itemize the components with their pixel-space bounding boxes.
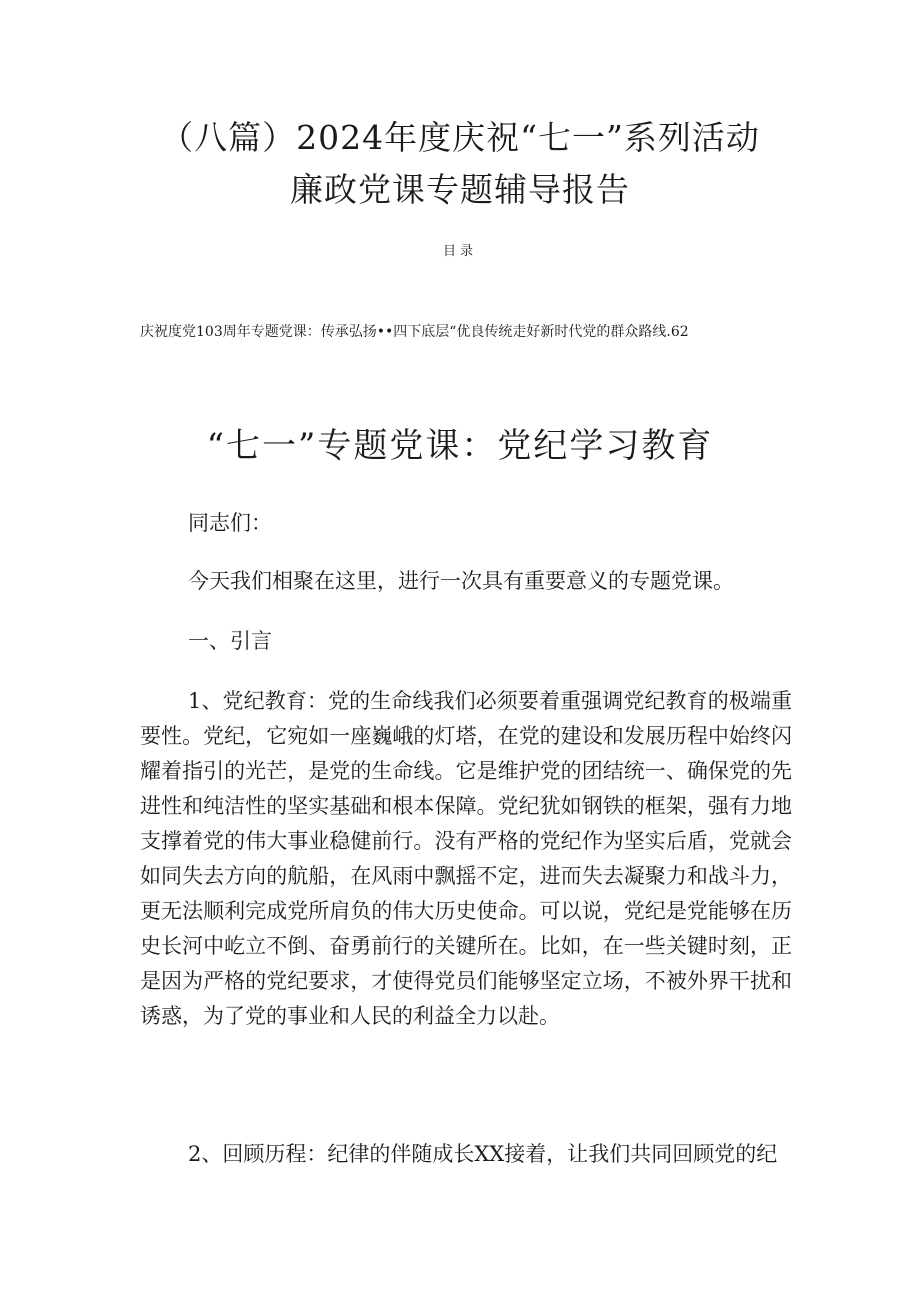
toc-heading: 目录	[442, 244, 477, 259]
toc-entry[interactable]: 庆祝度党103周年专题党课：传承弘扬••四下底层“优良传统走好新时代党的群众路线.62	[140, 324, 689, 340]
section-title: “七一”专题党课：党纪学习教育	[206, 426, 714, 466]
document-title-line-2: 廉政党课专题辅导报告	[290, 170, 630, 209]
subheading-introduction: 一、引言	[188, 629, 272, 653]
paragraph-review-history: 2、回顾历程：纪律的伴随成长XX接着，让我们共同回顾党的纪	[188, 1142, 778, 1166]
opening-sentence: 今天我们相聚在这里，进行一次具有重要意义的专题党课。	[188, 569, 734, 593]
document-title	[0, 112, 920, 216]
greeting: 同志们：	[188, 511, 272, 535]
document-title-line-1: （八篇）2024年度庆祝“七一”系列活动	[160, 118, 760, 157]
paragraph-party-discipline: 1、党纪教育：党的生命线我们必须要着重强调党纪教育的极端重要性。党纪，它宛如一座巍峨的灯塔，在党的建设和发展历程中始终闪耀着指引的光芒，是党的生命线。它是维护党的团结统一、确保党的先进性和纯洁性的坚实基础和根本保障。党纪犹如钢铁的框架，强有力地支撑着党的伟大事业稳健前行。没有严格的党纪作为坚实后盾，党就会如同失去方向的航船，在风雨中飘摇不定，进而失去凝聚力和战斗力，更无法顺利完成党所肩负的伟大历史使命。可以说，党纪是党能够在历史长河中屹立不倒、奋勇前行的关键所在。比如，在一些关键时刻，正是因为严格的党纪要求，才使得党员们能够坚定立场，不被外界干扰和诱惑，为了党的事业和人民的利益全力以赴。	[140, 689, 792, 1028]
